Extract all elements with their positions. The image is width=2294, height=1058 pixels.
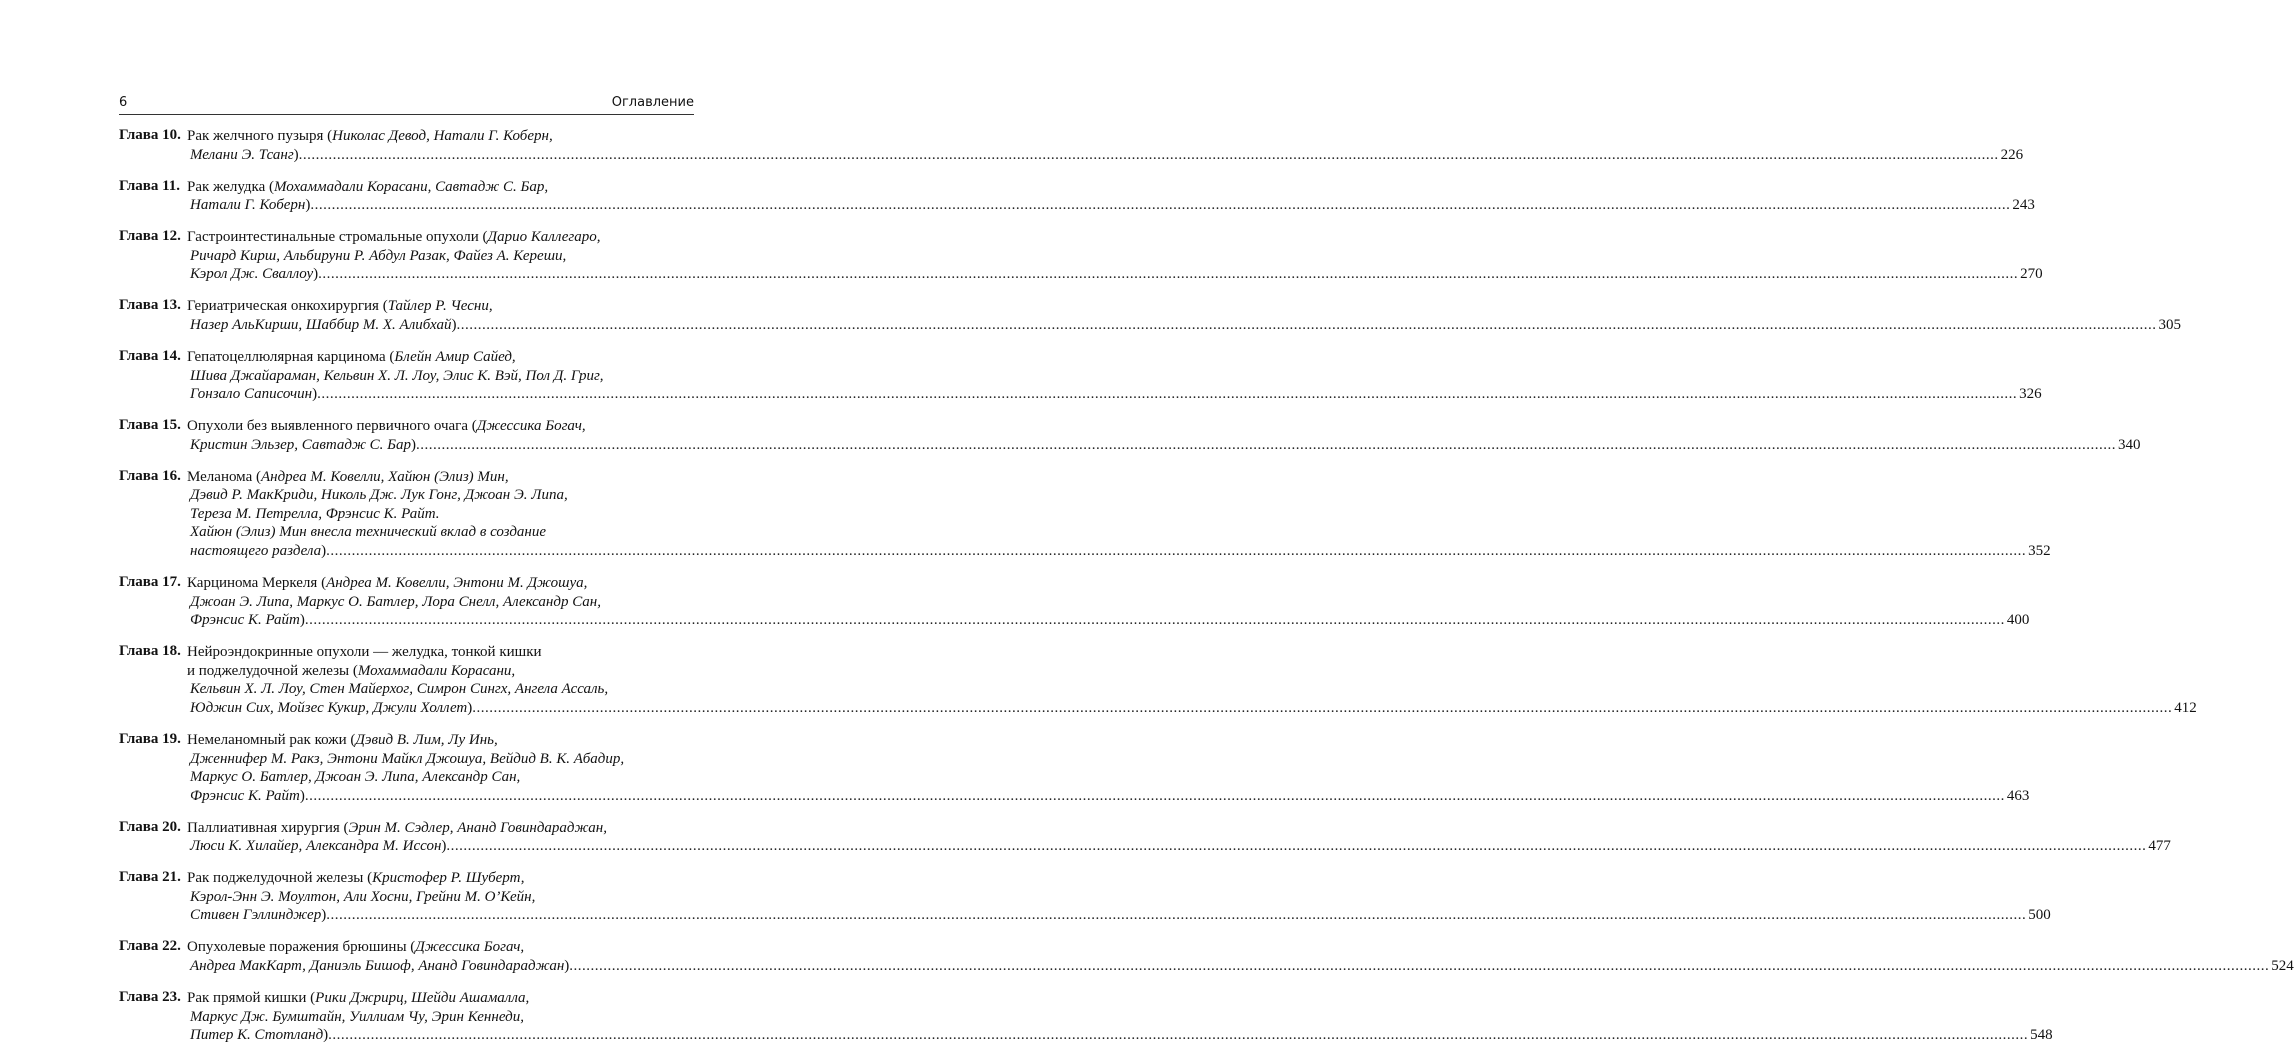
chapter-last-line	[187, 542, 2051, 561]
leader-dots: ................................................................................................................................................................................................................................................................................................................................................................................................................	[472, 699, 2173, 716]
chapter-last-line	[187, 265, 2043, 284]
leader-dots: ................................................................................................................................................................................................................................................................................................................................................................................................................	[318, 266, 2019, 283]
closing-paren: )	[411, 436, 417, 453]
chapter-label: Глава 14.	[119, 347, 181, 364]
chapter-label: Глава 12.	[119, 228, 181, 245]
section-title: Оглавление	[611, 95, 694, 110]
closing-paren: )	[321, 543, 327, 560]
closing-paren: )	[441, 838, 447, 855]
chapter-body	[187, 643, 2197, 717]
leader-dots: ................................................................................................................................................................................................................................................................................................................................................................................................................	[310, 197, 2011, 214]
chapter-title: Гепатоцеллюлярная карцинома (	[187, 348, 395, 365]
chapter-authors-line	[187, 523, 694, 542]
chapter-authors: Маркус О. Батлер, Джоан Э. Липа, Александр Сан,	[190, 769, 521, 786]
chapter-label: Глава 21.	[119, 869, 181, 886]
chapter-label: Глава 20.	[119, 818, 181, 835]
chapter-page-number: 243	[2012, 197, 2035, 214]
chapter-authors: Назер АльКирши, Шаббир М. Х. Алибхай	[190, 316, 452, 333]
chapter-last-line	[187, 146, 2024, 165]
leader-dots: ................................................................................................................................................................................................................................................................................................................................................................................................................	[416, 436, 2117, 453]
toc-entry	[119, 869, 2051, 925]
leader-dots: ................................................................................................................................................................................................................................................................................................................................................................................................................	[328, 1027, 2029, 1044]
chapter-authors: Блейн Амир Сайед,	[394, 348, 516, 365]
chapter-authors: Стивен Гэллинджер	[190, 907, 322, 924]
chapter-authors: Тереза М. Петрелла, Фрэнсис К. Райт.	[190, 505, 440, 522]
chapter-label: Глава 16.	[119, 467, 181, 484]
closing-paren: )	[299, 612, 305, 629]
chapter-last-line	[187, 316, 2181, 335]
chapter-authors: Дарио Каллегаро,	[487, 229, 601, 246]
chapter-authors: Гонзало Саписочин	[190, 386, 313, 403]
chapter-page-number: 400	[2006, 612, 2030, 629]
chapter-title-line	[187, 869, 694, 888]
chapter-title-line	[187, 127, 694, 146]
page-number: 6	[119, 95, 128, 110]
chapter-authors-line	[187, 486, 694, 505]
chapter-title-line	[187, 468, 694, 487]
chapter-authors: Джоан Э. Липа, Маркус О. Батлер, Лора Снелл, Александр Сан,	[190, 593, 601, 610]
chapter-page-number: 226	[2000, 146, 2024, 163]
chapter-authors: Натали Г. Коберн	[190, 197, 306, 214]
chapter-body	[187, 127, 2024, 164]
closing-paren: )	[321, 907, 327, 924]
chapter-authors-line	[187, 750, 694, 769]
chapter-label: Глава 23.	[119, 989, 181, 1006]
chapter-last-text	[190, 146, 299, 165]
chapter-last-text	[190, 316, 456, 335]
chapter-body	[187, 989, 2053, 1045]
chapter-authors-line	[187, 888, 694, 907]
chapter-page-number: 352	[2028, 543, 2051, 560]
chapter-last-line	[187, 957, 2294, 976]
toc-entry	[119, 989, 2053, 1045]
chapter-authors: Кристофер Р. Шуберт,	[372, 870, 525, 887]
chapter-title-line	[187, 417, 694, 436]
chapter-label: Глава 13.	[119, 297, 181, 314]
toc-entry	[119, 127, 2024, 164]
chapter-page-number: 326	[2019, 386, 2042, 403]
chapter-authors: Эрин М. Сэдлер, Ананд Говиндараджан,	[348, 819, 607, 836]
chapter-title-line	[187, 731, 694, 750]
toc-entry	[119, 938, 2294, 975]
chapter-authors: Мелани Э. Тсанг	[190, 146, 294, 163]
chapter-authors-line	[187, 505, 694, 524]
chapter-title: Паллиативная хирургия (	[187, 819, 349, 836]
running-header	[119, 92, 694, 112]
leader-dots: ................................................................................................................................................................................................................................................................................................................................................................................................................	[317, 386, 2018, 403]
chapter-last-line	[187, 906, 2051, 925]
chapter-body	[187, 468, 2051, 561]
chapter-authors: Шива Джайараман, Кельвин Х. Л. Лоу, Элис К. Вэй, Пол Д. Григ,	[190, 367, 604, 384]
chapter-authors: Кэрол-Энн Э. Моултон, Али Хосни, Грейни М. О’Кейн,	[190, 888, 536, 905]
chapter-authors: Тайлер Р. Чесни,	[387, 298, 493, 315]
chapter-last-line	[187, 611, 2030, 630]
chapter-page-number: 524	[2271, 958, 2294, 975]
toc-entry	[119, 228, 2043, 284]
chapter-authors: Джессика Богач,	[476, 418, 586, 435]
chapter-last-text	[190, 1026, 328, 1045]
toc-entry	[119, 818, 2171, 856]
chapter-title: Рак прямой кишки (	[187, 990, 316, 1007]
chapter-last-line	[187, 196, 2035, 215]
toc-entry	[119, 574, 2030, 630]
chapter-title: Нейроэндокринные опухоли — желудка, тонкой кишки	[187, 644, 542, 661]
chapter-authors-line	[187, 367, 694, 386]
chapter-body	[187, 819, 2171, 856]
chapter-authors: Питер К. Стотланд	[190, 1027, 324, 1044]
chapter-authors: Юджин Сих, Мойзес Кукир, Джули Холлет	[190, 699, 468, 716]
chapter-authors: настоящего раздела	[190, 543, 322, 560]
chapter-authors: Кристин Эльзер, Савтадж С. Бар	[190, 436, 412, 453]
chapter-body	[187, 297, 2181, 334]
chapter-title-line	[187, 938, 694, 957]
table-of-contents	[119, 127, 2294, 1058]
chapter-title: Опухоли без выявленного первичного очага (	[187, 418, 477, 435]
chapter-last-line	[187, 385, 2042, 404]
chapter-title-line	[187, 178, 694, 197]
chapter-authors: Дженнифер М. Ракз, Энтони Майкл Джошуа, Вейдид В. К. Абадир,	[190, 750, 625, 767]
chapter-body	[187, 869, 2051, 925]
chapter-last-text	[190, 787, 305, 806]
chapter-last-text	[190, 957, 569, 976]
toc-entry	[119, 177, 2035, 215]
chapter-label: Глава 15.	[119, 417, 181, 434]
chapter-last-text	[190, 436, 416, 455]
chapter-title-line	[187, 662, 694, 681]
chapter-body	[187, 178, 2035, 215]
chapter-last-text	[190, 837, 446, 856]
chapter-body	[187, 417, 2141, 454]
chapter-title: Меланома (	[187, 468, 261, 485]
leader-dots: ................................................................................................................................................................................................................................................................................................................................................................................................................	[298, 146, 1999, 163]
leader-dots: ................................................................................................................................................................................................................................................................................................................................................................................................................	[446, 838, 2147, 855]
chapter-authors-line	[187, 1008, 694, 1027]
chapter-page-number: 463	[2006, 787, 2030, 804]
leader-dots: ................................................................................................................................................................................................................................................................................................................................................................................................................	[326, 543, 2027, 560]
chapter-label: Глава 19.	[119, 730, 181, 747]
chapter-title: Рак желудка (	[187, 178, 274, 195]
chapter-title-line	[187, 819, 694, 838]
chapter-authors: Андреа М. Ковелли, Энтони М. Джошуа,	[326, 575, 588, 592]
chapter-body	[187, 228, 2043, 284]
closing-paren: )	[312, 386, 318, 403]
chapter-last-line	[187, 787, 2030, 806]
chapter-authors: Рики Джрирц, Шейди Ашамалла,	[315, 990, 530, 1007]
toc-entry	[119, 467, 2051, 561]
chapter-label: Глава 11.	[119, 177, 181, 194]
chapter-title-line	[187, 574, 694, 593]
chapter-authors: Джессика Богач,	[415, 939, 525, 956]
chapter-authors: Маркус Дж. Бумштайн, Уиллиам Чу, Эрин Кеннеди,	[190, 1008, 524, 1025]
chapter-title-line	[187, 989, 694, 1008]
closing-paren: )	[293, 146, 299, 163]
chapter-label: Глава 10.	[119, 127, 181, 143]
chapter-authors: Мохаммадали Корасани,	[357, 662, 516, 679]
chapter-last-text	[190, 542, 326, 561]
chapter-authors-line	[187, 768, 694, 787]
leader-dots: ................................................................................................................................................................................................................................................................................................................................................................................................................	[304, 612, 2005, 629]
chapter-last-line	[187, 1026, 2053, 1045]
chapter-title-line	[187, 228, 694, 247]
closing-paren: )	[299, 787, 305, 804]
closing-paren: )	[323, 1027, 329, 1044]
chapter-title: Карцинома Меркеля (	[187, 575, 327, 592]
toc-entry	[119, 643, 2197, 717]
chapter-last-text	[190, 385, 317, 404]
chapter-last-text	[190, 699, 472, 718]
chapter-page-number: 340	[2118, 436, 2141, 453]
chapter-authors: Люси К. Хилайер, Александра М. Иссон	[190, 838, 442, 855]
chapter-label: Глава 22.	[119, 938, 181, 955]
chapter-page-number: 477	[2148, 838, 2171, 855]
leader-dots: ................................................................................................................................................................................................................................................................................................................................................................................................................	[304, 787, 2005, 804]
closing-paren: )	[467, 699, 473, 716]
leader-dots: ................................................................................................................................................................................................................................................................................................................................................................................................................	[569, 958, 2270, 975]
chapter-title: Гериатрическая онкохирургия (	[187, 298, 388, 315]
chapter-authors-line	[187, 593, 694, 612]
chapter-authors: Андреа М. Ковелли, Хайюн (Элиз) Мин,	[260, 468, 509, 485]
chapter-authors-line	[187, 680, 694, 699]
chapter-title: Немеланомный рак кожи (	[187, 731, 356, 748]
chapter-page-number: 412	[2174, 699, 2197, 716]
chapter-page-number: 548	[2030, 1027, 2053, 1044]
leader-dots: ................................................................................................................................................................................................................................................................................................................................................................................................................	[456, 316, 2157, 333]
chapter-authors: Дэвид В. Лим, Лу Инь,	[355, 731, 498, 748]
chapter-title-line	[187, 643, 694, 662]
chapter-authors: Ричард Кирш, Альбируни Р. Абдул Разак, Файез А. Кереши,	[190, 247, 567, 264]
chapter-body	[187, 348, 2042, 404]
chapter-body	[187, 938, 2294, 975]
chapter-last-text	[190, 611, 305, 630]
chapter-authors: Кельвин Х. Л. Лоу, Стен Майерхог, Симрон Сингх, Ангела Ассаль,	[190, 681, 609, 698]
chapter-authors: Фрэнсис К. Райт	[190, 787, 300, 804]
chapter-last-line	[187, 699, 2197, 718]
chapter-body	[187, 574, 2030, 630]
header-rule	[119, 114, 694, 115]
chapter-page-number: 305	[2158, 316, 2181, 333]
chapter-authors: Николас Девод, Натали Г. Коберн,	[332, 128, 553, 144]
chapter-last-text	[190, 265, 318, 284]
chapter-authors: Фрэнсис К. Райт	[190, 612, 300, 629]
leader-dots: ................................................................................................................................................................................................................................................................................................................................................................................................................	[326, 907, 2027, 924]
chapter-page-number: 500	[2028, 907, 2051, 924]
chapter-title-line	[187, 297, 694, 316]
chapter-label: Глава 17.	[119, 574, 181, 591]
chapter-authors: Хайюн (Элиз) Мин внесла технический вклад в создание	[190, 524, 547, 541]
toc-entry	[119, 297, 2181, 334]
chapter-title: Опухолевые поражения брюшины (	[187, 939, 416, 956]
toc-entry	[119, 730, 2030, 805]
chapter-authors: Андреа МакКарт, Даниэль Бишоф, Ананд Говиндараджан	[190, 958, 565, 975]
chapter-authors: Мохаммадали Корасани, Савтадж С. Бар,	[274, 178, 549, 195]
chapter-last-line	[187, 837, 2171, 856]
chapter-title: и поджелудочной железы (	[187, 662, 358, 679]
chapter-title: Рак желчного пузыря (	[187, 128, 333, 144]
closing-paren: )	[564, 958, 570, 975]
chapter-label: Глава 18.	[119, 643, 181, 660]
closing-paren: )	[451, 316, 457, 333]
toc-entry	[119, 417, 2141, 454]
chapter-body	[187, 731, 2030, 805]
chapter-title-line	[187, 348, 694, 367]
chapter-page-number: 270	[2020, 266, 2043, 283]
chapter-last-line	[187, 436, 2141, 455]
chapter-last-text	[190, 196, 310, 215]
toc-entry	[119, 347, 2042, 404]
chapter-last-text	[190, 906, 326, 925]
chapter-title: Гастроинтестинальные стромальные опухоли (	[187, 229, 488, 246]
closing-paren: )	[305, 197, 311, 214]
closing-paren: )	[313, 266, 319, 283]
chapter-authors: Дэвид Р. МакКриди, Николь Дж. Лук Гонг, Джоан Э. Липа,	[190, 487, 568, 504]
chapter-authors-line	[187, 247, 694, 266]
chapter-authors: Кэрол Дж. Сваллоу	[190, 266, 314, 283]
chapter-title: Рак поджелудочной железы (	[187, 870, 373, 887]
